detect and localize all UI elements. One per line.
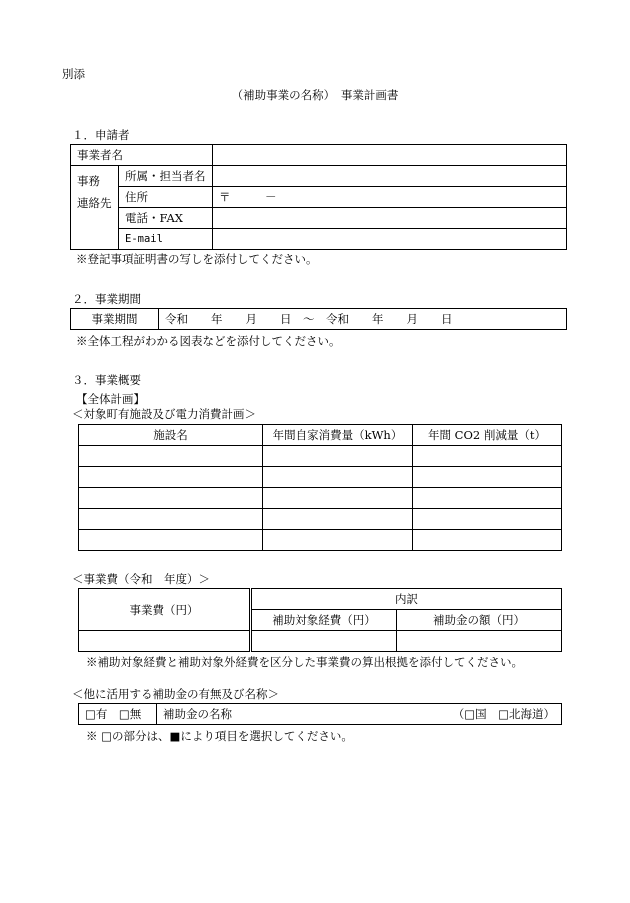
postal-mark: 〒 － [219,190,277,204]
table-cell[interactable] [79,467,263,488]
period-table [70,308,567,330]
phone-label: 電話・FAX [119,208,213,229]
page-title: （補助事業の名称） 事業計画書 [231,88,399,102]
subsidy-amount-label: 補助金の額（円） [397,610,562,631]
section-2-heading: ２．事業期間 [72,292,141,306]
business-name-field[interactable] [213,145,567,166]
overall-plan-label: 【全体計画】 [76,392,145,406]
subsidy-amount-field[interactable] [397,631,562,652]
subsidy-name-field[interactable] [157,704,562,725]
address-label: 住所 [119,187,213,208]
section-3-heading: ３．事業概要 [72,373,141,387]
table-cell[interactable] [79,488,263,509]
subsidy-name-label: 補助金の名称 [163,707,232,721]
facility-table [78,424,562,551]
yes-no-checkboxes[interactable]: □有 □無 [79,704,157,725]
cost-label: 事業費（円） [79,589,251,631]
cost-title: ＜事業費（令和 年度）＞ [72,572,210,586]
contact-label: 事務 連絡先 [71,166,119,250]
phone-field[interactable] [213,208,567,229]
section-1-heading: １．申請者 [72,128,130,142]
facility-plan-title: ＜対象町有施設及び電力消費計画＞ [72,407,256,421]
select-note: ※ □の部分は、■により項目を選択してください。 [86,729,353,743]
table-cell[interactable] [79,530,263,551]
national-prefecture-checkboxes[interactable]: （□国 □北海道） [452,707,555,721]
period-label: 事業期間 [71,309,159,330]
table-cell[interactable] [263,530,413,551]
table-cell[interactable] [263,467,413,488]
period-note: ※全体工程がわかる図表などを添付してください。 [76,334,341,348]
facility-name-header: 施設名 [79,425,263,446]
applicant-table [70,144,567,250]
co2-reduction-header: 年間 CO2 削減量（t） [413,425,562,446]
email-label: E-mail [119,229,213,250]
annual-consumption-header: 年間自家消費量（kWh） [263,425,413,446]
address-field[interactable] [213,187,567,208]
dept-label: 所属・担当者名 [119,166,213,187]
other-subsidy-title: ＜他に活用する補助金の有無及び名称＞ [72,687,279,701]
table-cell[interactable] [413,467,562,488]
cost-field[interactable] [79,631,251,652]
subsidy-cost-field[interactable] [251,631,397,652]
cost-table [78,588,562,652]
subsidy-cost-label: 補助対象経費（円） [251,610,397,631]
business-name-label: 事業者名 [71,145,213,166]
table-cell[interactable] [263,509,413,530]
table-cell[interactable] [263,446,413,467]
other-subsidy-table [78,703,562,725]
applicant-note: ※登記事項証明書の写しを添付してください。 [76,252,318,266]
email-field[interactable] [213,229,567,250]
dept-field[interactable] [213,166,567,187]
table-cell[interactable] [79,509,263,530]
table-cell[interactable] [413,488,562,509]
period-field[interactable]: 令和 年 月 日 ～ 令和 年 月 日 [159,309,567,330]
table-cell[interactable] [413,530,562,551]
table-cell[interactable] [413,446,562,467]
breakdown-label: 内訳 [251,589,562,610]
attachment-label: 別添 [62,67,85,81]
table-cell[interactable] [413,509,562,530]
table-cell[interactable] [263,488,413,509]
cost-note: ※補助対象経費と補助対象外経費を区分した事業費の算出根拠を添付してください。 [86,655,523,669]
table-cell[interactable] [79,446,263,467]
